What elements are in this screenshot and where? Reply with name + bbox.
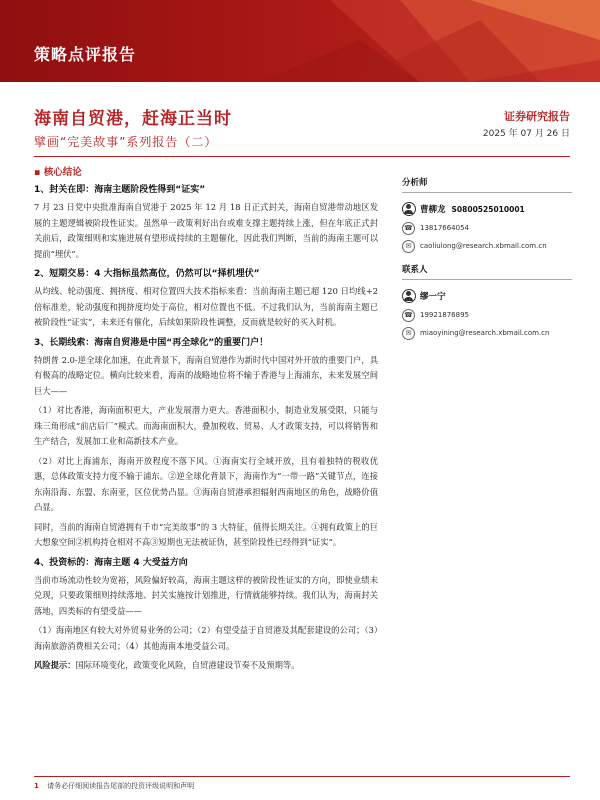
analyst-phone: 13817664054 (420, 224, 469, 232)
report-subtitle: 擘画“完美故事”系列报告（二） (34, 135, 218, 149)
contact-row (402, 286, 572, 306)
title-divider (34, 156, 570, 157)
section-4-paragraph-1: 当前市场流动性较为宽裕，风险偏好较高，海南主题这样的被阶段性证实的方向，即使业绩未兑现，只要政策细则持续落地、封关实施按计划推进，行情就能够持续。我们认为，海南封关落地，四类标的有望受益—— (34, 574, 378, 616)
header-banner (0, 0, 600, 82)
analyst-row (402, 199, 572, 219)
email-icon: ✉ (402, 327, 415, 340)
contact-name: 缪一宁 (420, 292, 446, 302)
section-3-paragraph-4: 同时，当前的海南自贸港拥有千市“完美故事”的 3 大特征，值得长期关注。①拥有政策上的巨大想象空间②机构持仓相对不高③短期也无法被证伪，甚至阶段性已经得到“证实”。 (34, 521, 378, 547)
section-3-paragraph-3: （2）对比上海浦东，海南开放程度不落下风。①海南实行全域开放，且有着独特的税收优惠，总体政策支持力度不输于浦东。②逆全球化背景下，海南作为“一带一路”关键节点，连接东南沿海、东盟、东南亚，区位优势凸显。③海南自贸港承担辐射西南地区的角色，战略价值凸显。 (34, 455, 378, 512)
analyst-heading: 分析师 (402, 178, 428, 188)
section-3-paragraph-1: 特朗普 2.0-逆全球化加速，在此背景下，海南自贸港作为新时代中国对外开放的重要门户，具有极高的战略定位。横向比较来看，海南的战略地位将不输于香港与上海浦东，未来发展空间巨大—— (34, 354, 378, 396)
analyst-email[interactable]: caoliulong@research.xbmail.com.cn (420, 242, 547, 250)
risk-text: 国际环境变化，政策变化风险，自贸港建设节奏不及预期等。 (75, 660, 300, 670)
contact-divider (402, 279, 572, 280)
email-icon: ✉ (402, 240, 415, 253)
section-4-paragraph-2: （1）海南地区有较大对外贸易业务的公司；（2）有望受益于自贸港及其配套建设的公司；（3）海南旅游消费相关公司；（4）其他海南本地受益公司。 (34, 625, 378, 651)
section-3-heading: 3、长期线索：海南自贸港是中国“再全球化”的重要门户！ (34, 337, 269, 348)
report-type: 证券研究报告 (504, 110, 570, 123)
contact-phone: 19921876895 (420, 311, 469, 319)
main-content (34, 178, 378, 678)
person-icon (402, 202, 416, 216)
core-conclusion-label (34, 164, 82, 178)
bullet-icon: ▪ (34, 167, 41, 178)
contact-email-row (402, 324, 572, 342)
footer-divider (34, 776, 570, 777)
risk-label: 风险提示： (34, 660, 76, 670)
analyst-cert: S0800525010001 (451, 204, 525, 214)
analyst-name: 曹柳龙 (420, 205, 446, 215)
report-title: 海南自贸港，赶海正当时 (34, 109, 232, 129)
banner-title: 策略点评报告 (34, 45, 137, 64)
banner-decoration (0, 0, 600, 82)
section-2-paragraph: 从均线、轮动强度、拥挤度、相对位置四大技术指标来看：当前海南主题已超 120 日均线+2 倍标准差，轮动强度和拥挤度均处于高位，相对位置也不低。不过我们认为，当前海南主题已被阶段性“证实”，未来还有催化，后续如果阶段性调整，反而就是较好的买入时机。 (34, 286, 378, 327)
core-conclusion-text: 核心结论 (43, 167, 82, 178)
risk-warning (34, 658, 378, 674)
section-1-heading: 1、封关在即：海南主题阶段性得到“证实” (34, 185, 206, 195)
sidebar (402, 176, 572, 342)
footer (34, 781, 194, 791)
section-3-paragraph-2: （1）对比香港，海南面积更大，产业发展潜力更大。香港面积小，制造业发展受限，只能与珠三角形成“前店后厂”模式。而海南面积大，叠加税收、贸易、人才政策支持，可以将销售和生产结合，发展加工业和高新技术产业。 (34, 405, 378, 446)
phone-icon: ☎ (402, 222, 415, 235)
person-icon (402, 289, 416, 303)
contact-heading: 联系人 (402, 265, 428, 275)
phone-icon: ☎ (402, 309, 415, 322)
section-1-paragraph: 7 月 23 日党中央批准海南自贸港于 2025 年 12 月 18 日正式封关，海南自贸港带动地区发展的主题逻辑被阶段性证实。虽然单一政策利好出台或难支撑主题持续上涨，但在年底正式封关前后，政策细则和实施进展有望形成持续的主题催化，因此我们判断，当前的海南主题可以提前“埋伏”。 (34, 202, 378, 259)
section-2-heading: 2、短期交易：4 大指标虽然高位，仍然可以“择机埋伏” (34, 269, 260, 279)
contact-email[interactable]: miaoyining@research.xbmail.com.cn (420, 329, 550, 337)
contact-phone-row (402, 306, 572, 324)
disclaimer-text: 请务必仔细阅读报告尾部的投资评级说明和声明 (47, 782, 195, 790)
analyst-phone-row (402, 219, 572, 237)
report-date: 2025 年 07 月 26 日 (482, 129, 570, 139)
section-4-heading: 4、投资标的：海南主题 4 大受益方向 (34, 557, 188, 568)
analyst-divider (402, 192, 572, 193)
analyst-email-row (402, 237, 572, 255)
page-number: 1 (34, 782, 39, 790)
